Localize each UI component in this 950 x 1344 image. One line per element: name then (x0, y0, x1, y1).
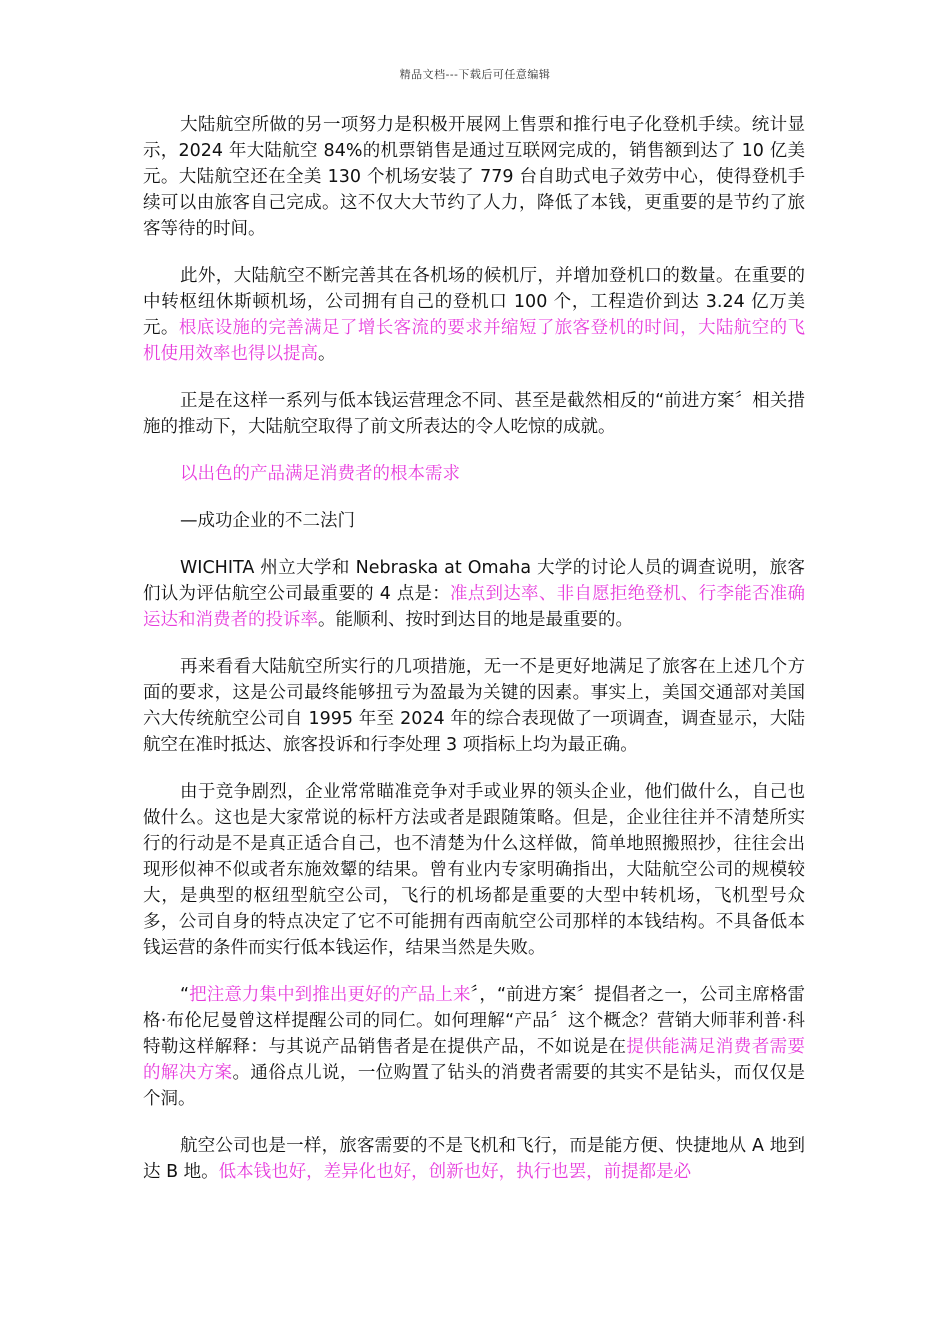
highlighted-text: 根底设施的完善满足了增长客流的要求并缩短了旅客登机的时间，大陆航空的飞机使用效率也得以提高 (143, 318, 806, 364)
highlighted-text: 把注意力集中到推出更好的产品上来 (189, 985, 471, 1005)
text-segment: 航空公司也是一样，旅客需要的不是飞机和飞行，而是能方便、快捷地从 A 地到达 B 地。 (143, 1136, 805, 1182)
section-heading (143, 461, 805, 487)
page-header: 精品文档---下载后可任意编辑 (399, 68, 551, 81)
text-segment: 〞，“前进方案〞提倡者之一，公司主席格雷格·布伦尼曼曾这样提醒公司的同仁。如何理解“产品〞这个概念？营销大师菲利普·科特勒这样解释：与其说产品销售者是在提供产品，不如说是在 (143, 985, 805, 1057)
text-segment: 此外，大陆航空不断完善其在各机场的候机厅，并增加登机口的数量。在重要的中转枢纽休斯顿机场，公司拥有自己的登机口 100 个，工程造价到达 3.24 亿万美元。 (143, 266, 805, 338)
text-segment: 再来看看大陆航空所实行的几项措施，无一不是更好地满足了旅客在上述几个方面的要求，这是公司最终能够扭亏为盈最为关键的因素。事实上，美国交通部对美国六大传统航空公司自 1995 年至 2024 年的综合表现做了一项调查，调查显示，大陆航空在准时抵达、旅客投诉和行李处理 3 项指标上均为最正确。 (143, 657, 805, 755)
paragraph (143, 555, 805, 633)
paragraph (143, 112, 805, 242)
document-body (143, 112, 805, 1206)
text-segment: 。能顺利、按时到达目的地是最重要的。 (318, 610, 633, 630)
highlighted-text: 以出色的产品满足消费者的根本需求 (180, 464, 460, 484)
text-segment: 正是在这样一系列与低本钱运营理念不同、甚至是截然相反的“前进方案〞相关措施的推动下，大陆航空取得了前文所表达的令人吃惊的成就。 (143, 391, 805, 437)
text-segment: 大陆航空所做的另一项努力是积极开展网上售票和推行电子化登机手续。统计显示，2024 年大陆航空 84%的机票销售是通过互联网完成的，销售额到达了 10 亿美元。大陆航空还在全美 130 个机场安装了 779 台自助式电子效劳中心，使得登机手续可以由旅客自己完成。这不仅大大节约了人力，降低了本钱，更重要的是节约了旅客等待的时间。 (143, 115, 805, 239)
text-segment: 。通俗点儿说，一位购置了钻头的消费者需要的其实不是钻头，而仅仅是个洞。 (143, 1063, 805, 1109)
text-segment: 由于竞争剧烈，企业常常瞄准竞争对手或业界的领头企业，他们做什么，自己也做什么。这也是大家常说的标杆方法或者是跟随策略。但是，企业往往并不清楚所实行的行动是不是真正适合自己，也不清楚为什么这样做，简单地照搬照抄，往往会出现形似神不似或者东施效颦的结果。曾有业内专家明确指出，大陆航空公司的规模较大，是典型的枢纽型航空公司，飞行的机场都是重要的大型中转机场，飞机型号众多，公司自身的特点决定了它不可能拥有西南航空公司那样的本钱结构。不具备低本钱运营的条件而实行低本钱运作，结果当然是失败。 (143, 782, 805, 958)
paragraph (143, 388, 805, 440)
text-segment: 。 (318, 344, 336, 364)
paragraph (143, 1133, 805, 1185)
paragraph (143, 654, 805, 758)
text-segment: —成功企业的不二法门 (180, 511, 355, 531)
highlighted-text: 低本钱也好，差异化也好，创新也好，执行也罢，前提都是必 (218, 1162, 692, 1182)
text-segment: “ (180, 985, 190, 1005)
paragraph (143, 779, 805, 961)
text-segment: WICHITA 州立大学和 Nebraska at Omaha 大学的讨论人员的调查说明，旅客们认为评估航空公司最重要的 4 点是： (143, 558, 805, 604)
highlighted-text: 提供能满足消费者需要的解决方案 (143, 1037, 805, 1083)
section-subheading (143, 508, 805, 534)
paragraph (143, 263, 805, 367)
highlighted-text: 准点到达率、非自愿拒绝登机、行李能否准确运达和消费者的投诉率 (143, 584, 805, 630)
paragraph (143, 982, 805, 1112)
